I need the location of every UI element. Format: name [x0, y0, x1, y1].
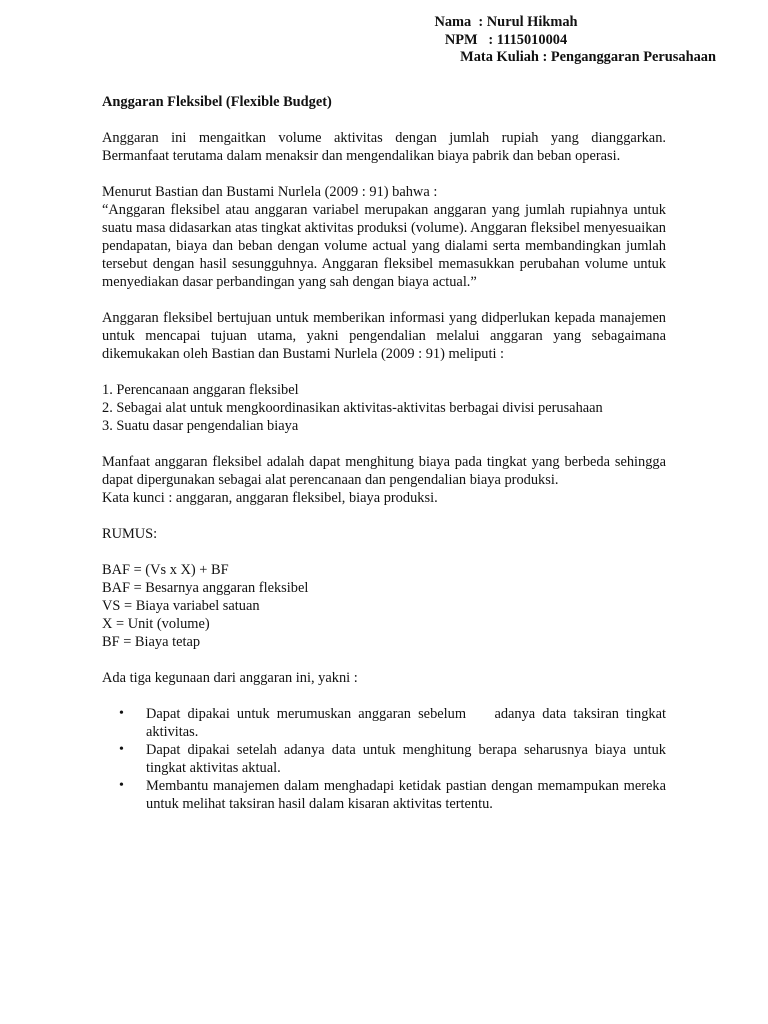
benefit-paragraph — [102, 453, 666, 507]
keywords: Kata kunci : anggaran, anggaran fleksibel, biaya produksi. — [102, 490, 438, 506]
purpose-paragraph: Anggaran fleksibel bertujuan untuk memberikan informasi yang didperlukan kepada manajemen untuk mencapai tujuan utama, yakni pengendalian melalui anggaran yang sebagaimana dikemukakan oleh Bastian dan Bustami Nurlela (2009 : 91) meliputi : — [102, 310, 666, 362]
citation-lead: Menurut Bastian dan Bustami Nurlela (2009 : 91) bahwa : — [102, 184, 438, 200]
list-item: 3. Suatu dasar pengendalian biaya — [102, 418, 299, 434]
document-body — [102, 93, 670, 813]
list-item — [102, 705, 670, 741]
student-header — [296, 14, 716, 67]
uses-list — [102, 705, 670, 813]
purpose-list — [102, 381, 666, 435]
formula-line: VS = Biaya variabel satuan — [102, 598, 260, 614]
bullet-icon: • — [119, 706, 124, 721]
bullet-text: Dapat dipakai untuk merumuskan anggaran sebelum adanya data taksiran tingkat aktivitas. — [146, 706, 670, 740]
student-name: Nama : Nurul Hikmah — [434, 14, 578, 30]
list-item: 2. Sebagai alat untuk mengkoordinasikan aktivitas-aktivitas berbagai divisi perusahaan — [102, 400, 603, 416]
formula-line: X = Unit (volume) — [102, 616, 210, 632]
bullet-icon: • — [119, 742, 124, 757]
formula-line: BF = Biaya tetap — [102, 634, 201, 650]
formula-block — [102, 561, 666, 651]
formula-line: BAF = Besarnya anggaran fleksibel — [102, 580, 309, 596]
document-title: Anggaran Fleksibel (Flexible Budget) — [102, 94, 332, 110]
list-item: 1. Perencanaan anggaran fleksibel — [102, 382, 299, 398]
uses-lead: Ada tiga kegunaan dari anggaran ini, yakni : — [102, 670, 358, 686]
list-item — [102, 777, 666, 813]
student-npm: NPM : 1115010004 — [444, 31, 568, 48]
formula-line: BAF = (Vs x X) + BF — [102, 562, 229, 578]
list-item — [102, 741, 666, 777]
rumus-heading: RUMUS: — [102, 526, 158, 542]
intro-line-2: Bermanfaat terutama dalam menaksir dan mengendalikan biaya pabrik dan beban operasi. — [102, 148, 621, 164]
bullet-text: Dapat dipakai setelah adanya data untuk menghitung berapa seharusnya biaya untuk tingkat aktivitas aktual. — [146, 742, 666, 776]
bullet-text: Membantu manajemen dalam menghadapi ketidak pastian dengan memampukan mereka untuk melihat taksiran hasil dalam kisaran aktivitas tertentu. — [146, 778, 666, 812]
benefit-body: Manfaat anggaran fleksibel adalah dapat menghitung biaya pada tingkat yang berbeda sehingga dapat dipergunakan sebagai alat perencanaan dan pengendalian biaya produksi. — [102, 454, 666, 488]
intro-paragraph — [102, 129, 666, 165]
citation-block — [102, 183, 666, 291]
intro-line-1: Anggaran ini mengaitkan volume aktivitas dengan jumlah rupiah yang dianggarkan. — [102, 130, 666, 146]
bullet-icon: • — [119, 778, 124, 793]
course-name: Mata Kuliah : Penganggaran Perusahaan — [460, 49, 716, 65]
citation-quote: “Anggaran fleksibel atau anggaran variabel merupakan anggaran yang jumlah rupiahnya untuk suatu masa didasarkan atas tingkat aktivitas produksi (volume). Anggaran fleksibel menyesuaikan pendapatan, biaya dan beban dengan volume actual yang dialami serta membandingkan jumlah tersebut dengan hasil sesungguhnya. Anggaran fleksibel memasukkan perubahan volume untuk menyediakan dasar perbandingan yang sah dengan biaya actual.” — [102, 202, 666, 290]
